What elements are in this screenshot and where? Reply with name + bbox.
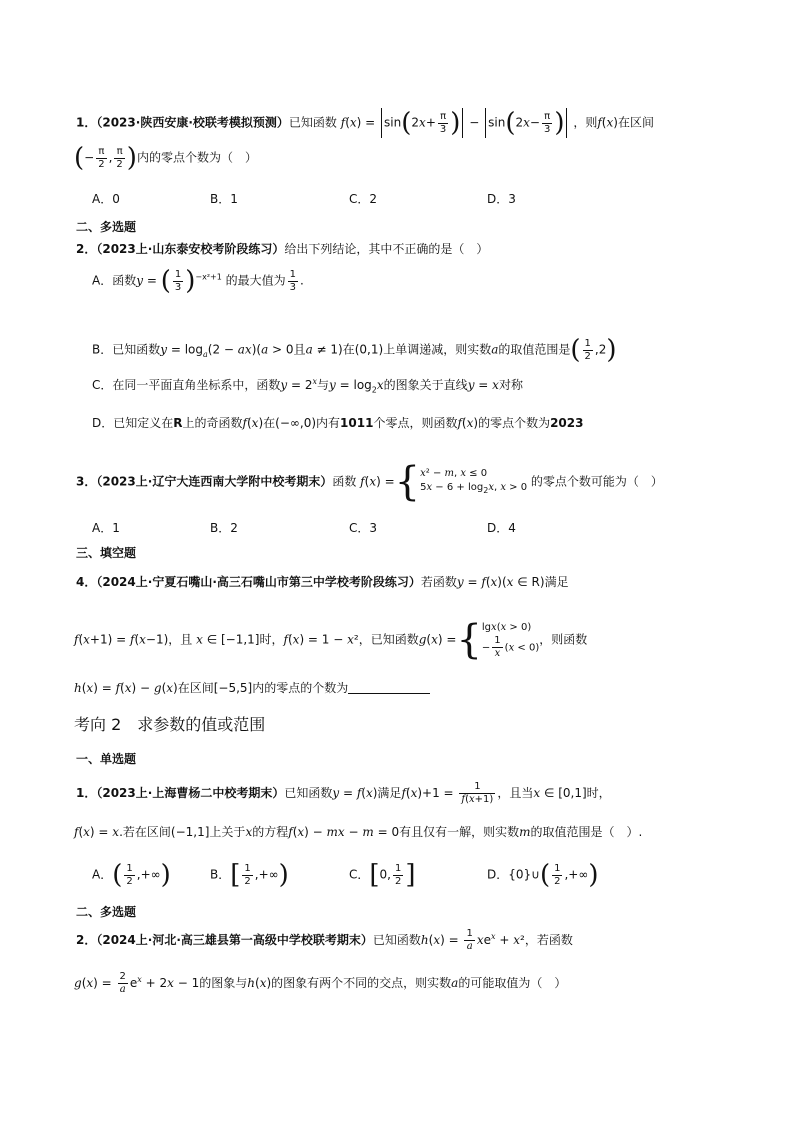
q4-line3: h(x) = f(x) − g(x)在区间[−5,5]内的零点的个数为 xyxy=(74,681,430,694)
q1b-line1: 1．（2023上·上海曹杨二中校考期末）已知函数y = f(x)满足f(x)+1 = $\frac{1}{f(x+1)}$ ，且当x ∈ [0,1]时， xyxy=(76,781,611,805)
formula-f: f xyxy=(340,115,346,130)
q1b-option-d[interactable]: D．{0}∪( $\frac{1}{2}$ ,+∞) xyxy=(487,860,599,890)
answer-blank[interactable] xyxy=(348,681,430,694)
q3-option-c[interactable]: C．3 xyxy=(349,521,378,535)
section-multi-choice: 二、多选题 xyxy=(76,220,137,234)
question-source: （2023·陕西安康·校联考模拟预测） xyxy=(96,115,289,130)
q4-line1: 4．（2024上·宁夏石嘴山·高三石嘴山市第三中学校考阶段练习）若函数y = f(x)(x ∈ R)满足 xyxy=(76,575,569,589)
q2-option-c[interactable]: C．在同一平面直角坐标系中，函数$y = 2^x$与$y = \log_2x$的图象关于直线y = x对称 xyxy=(92,377,523,395)
q1-line2: (− $\frac{\pi}{2}$ , $\frac{\pi}{2}$ )内的零点个数为（ ） xyxy=(74,143,257,173)
q3-option-b[interactable]: B．2 xyxy=(210,521,238,535)
q1b-option-c[interactable]: C．[0, $\frac{1}{2}$ ] xyxy=(349,860,416,890)
q1-option-b[interactable]: B．1 xyxy=(210,192,238,206)
question-stem: 已知函数 xyxy=(288,115,337,130)
q3-option-a[interactable]: A．1 xyxy=(92,521,120,535)
q1b-line2: f(x) = x.若在区间(−1,1]上关于x的方程f(x) − mx − m = 0有且仅有一解，则实数m的取值范围是（ ）. xyxy=(74,825,643,839)
q1-option-a[interactable]: A．0 xyxy=(92,192,120,206)
q4-line2: f(x+1) = f(x−1)，且 x ∈ [−1,1]时，f(x) = 1 − x²，已知函数g(x) ={lgx(x > 0) − $\frac{1}{x}$ (x < 0)，则函数 xyxy=(74,617,588,663)
q2-option-a[interactable]: A．函数y = ( $\frac{1}{3}$ )$^{-x^2+1}$ 的最大值为 $\frac{1}{3}$ . xyxy=(92,266,304,296)
q1b-option-a[interactable]: A．( $\frac{1}{2}$ ,+∞) xyxy=(92,860,171,890)
section-fill-blank: 三、填空题 xyxy=(76,546,137,560)
q2b-line2: g(x) = $\frac{2}{a}$ $e^x + 2x - 1$的图象与h(x)的图象有两个不同的交点，则实数a的可能取值为（ ） xyxy=(74,971,567,995)
q2-option-b[interactable]: B．已知函数$y = \log_a(2 - ax)(a > 0$且a ≠ 1)在(0,1)上单调递减，则实数a的取值范围是( $\frac{1}{2}$ ,2) xyxy=(92,335,617,365)
q2-option-d[interactable]: D．已知定义在R上的奇函数f(x)在(−∞,0)内有1011个零点，则函数f(x)的零点个数为2023 xyxy=(92,416,584,430)
q1b-option-b[interactable]: B．[ $\frac{1}{2}$ ,+∞) xyxy=(210,860,289,890)
question-number: 1． xyxy=(76,115,97,130)
q1-line1: 1．（2023·陕西安康·校联考模拟预测）已知函数 f(x) = sin(2x+ $\frac{\pi}{3}$ ) − sin(2x− $\frac{\pi}{3}$ ) ，则f(x)在区间 xyxy=(76,108,654,138)
q1-option-c[interactable]: C．2 xyxy=(349,192,378,206)
q3-line1: 3．（2023上·辽宁大连西南大学附中校考期末）函数 f(x) ={x² − m, x ≤ 0 $5x - 6 + \log_2x$, x > 0 的零点个数可能为（ ） xyxy=(76,459,663,505)
q3-option-d[interactable]: D．4 xyxy=(487,521,516,535)
section-single-choice: 一、单选题 xyxy=(76,752,137,766)
q2b-line1: 2．（2024上·河北·高三雄县第一高级中学校联考期末）已知函数h(x) = $\frac{1}{a}$ $xe^x + x^2$，若函数 xyxy=(76,928,573,952)
section-heading: 考向 2 求参数的值或范围 xyxy=(74,715,266,734)
section-multi-choice-2: 二、多选题 xyxy=(76,905,137,919)
q1-option-d[interactable]: D．3 xyxy=(487,192,516,206)
q2-line1: 2．（2023上·山东泰安校考阶段练习）给出下列结论，其中不正确的是（ ） xyxy=(76,242,489,256)
